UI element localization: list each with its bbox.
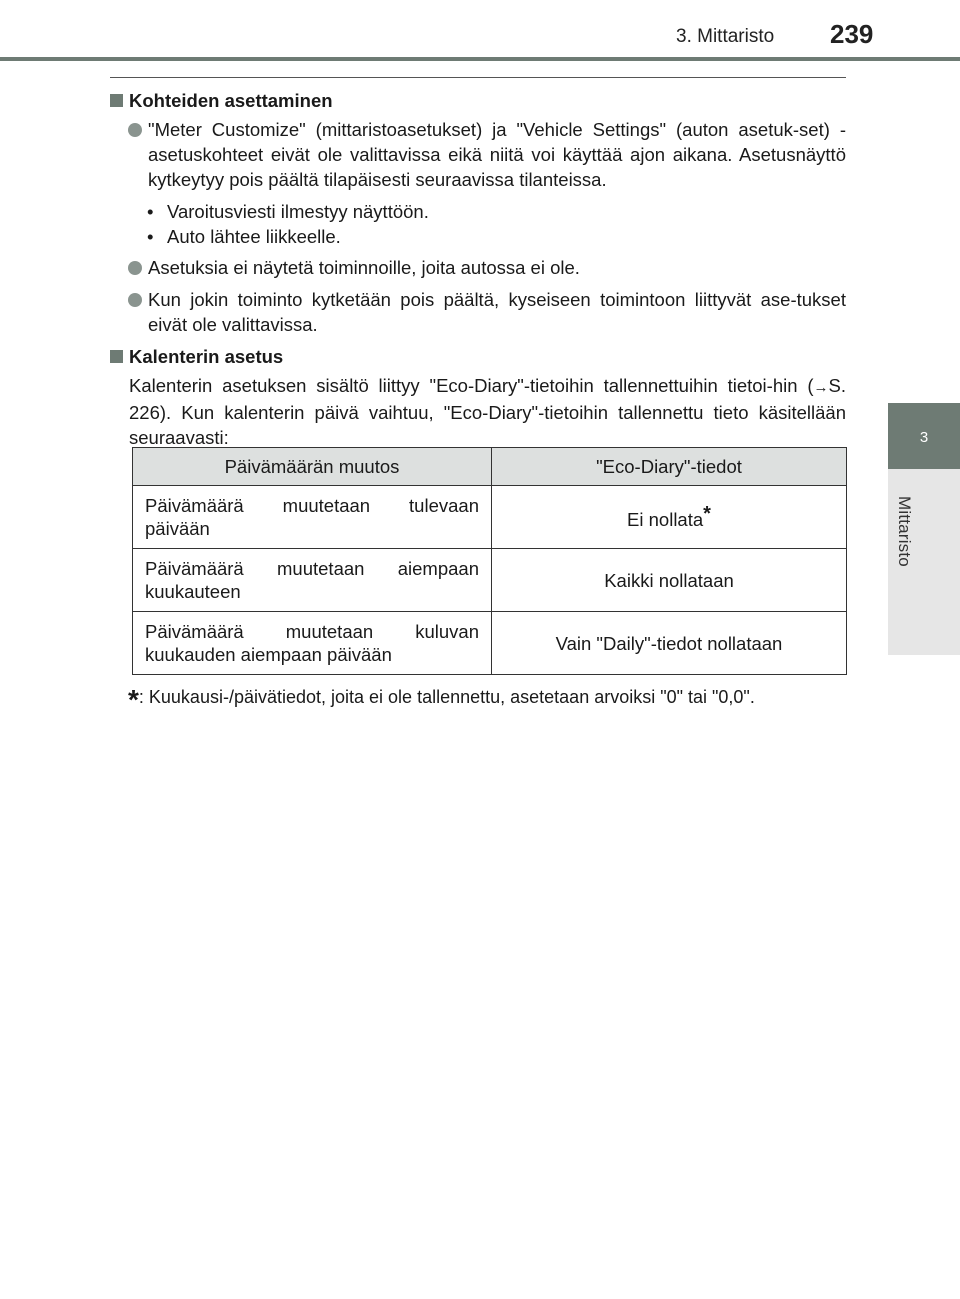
- running-header-section: 3. Mittaristo: [676, 26, 775, 47]
- table-cell-change: Päivämäärä muutetaan kuluvan kuukauden aiempaan päivään: [133, 612, 492, 675]
- list-item-text: Kun jokin toiminto kytketään pois päältä, kyseiseen toimintoon liittyvät ase-tukset eivät ole valittavissa.: [148, 289, 846, 335]
- section-heading-text: Kohteiden asettaminen: [129, 90, 333, 111]
- footnote-marker: *: [703, 503, 711, 525]
- small-dot-icon: •: [147, 226, 154, 247]
- calendar-table: [132, 447, 847, 675]
- table-header-row: [133, 448, 847, 486]
- table-cell-result: Vain "Daily"-tiedot nollataan: [492, 612, 847, 675]
- table-cell-change: Päivämäärä muutetaan tulevaan päivään: [133, 486, 492, 549]
- right-arrow-icon: →: [813, 379, 829, 396]
- table-row: [133, 612, 847, 675]
- footnote-star: *: [128, 684, 139, 715]
- content-rule: [110, 77, 846, 78]
- list-item: [110, 117, 846, 192]
- table-cell-result: [492, 486, 847, 549]
- page-number: 239: [830, 19, 874, 49]
- result-text: Ei nollata: [627, 509, 704, 530]
- page-content: [110, 88, 846, 464]
- sub-list-item-text: Auto lähtee liikkeelle.: [167, 226, 341, 247]
- footnote-text: : Kuukausi-/päivätiedot, joita ei ole tallennettu, asetetaan arvoiksi "0" tai "0,0".: [138, 687, 755, 707]
- header-rule: [0, 57, 960, 61]
- paragraph-text: Kalenterin asetuksen sisältö liittyy "Eco-Diary"-tietoihin tallennettuihin tietoi-hin (: [129, 375, 814, 396]
- list-item-text: "Meter Customize" (mittaristoasetukset) ja "Vehicle Settings" (auton asetuk-set) -asetuskohteet eivät ole valittavissa eikä niitä voi käyttää ajon aikana. Asetusnäyttö kytkeytyy pois päältä tilapäisesti seuraavissa tilanteissa.: [148, 119, 846, 190]
- list-item: [110, 287, 846, 337]
- table-cell-result: Kaikki nollataan: [492, 549, 847, 612]
- section-heading-text: Kalenterin asetus: [129, 346, 284, 367]
- table-cell-change: Päivämäärä muutetaan aiempaan kuukauteen: [133, 549, 492, 612]
- list-item-text: Asetuksia ei näytetä toiminnoille, joita autossa ei ole.: [148, 257, 580, 278]
- chapter-tab-number: 3: [919, 429, 929, 446]
- circle-bullet-icon: [128, 261, 142, 275]
- table-row: [133, 486, 847, 549]
- list-item: [110, 255, 846, 280]
- section-heading-settings: [110, 88, 846, 113]
- sub-list-item: [110, 199, 846, 224]
- calendar-paragraph: [110, 373, 846, 450]
- square-bullet-icon: [110, 350, 123, 363]
- footnote: [128, 680, 755, 715]
- square-bullet-icon: [110, 94, 123, 107]
- circle-bullet-icon: [128, 293, 142, 307]
- page-reference-text: S. 226). Kun kalenterin päivä vaihtuu, "Eco-Diary"-tietoihin tallennettu tieto käsitellään seuraavasti:: [129, 375, 846, 448]
- chapter-tab: [888, 403, 960, 469]
- sub-list-item-text: Varoitusviesti ilmestyy näyttöön.: [167, 201, 429, 222]
- table-header-date-change: Päivämäärän muutos: [133, 448, 492, 486]
- table-header-eco-diary: "Eco-Diary"-tiedot: [492, 448, 847, 486]
- small-dot-icon: •: [147, 201, 154, 222]
- sub-list: [110, 199, 846, 249]
- sub-list-item: [110, 224, 846, 249]
- chapter-tab-label: Mittaristo: [895, 496, 914, 567]
- circle-bullet-icon: [128, 123, 142, 137]
- table-row: [133, 549, 847, 612]
- section-heading-calendar: [110, 344, 846, 369]
